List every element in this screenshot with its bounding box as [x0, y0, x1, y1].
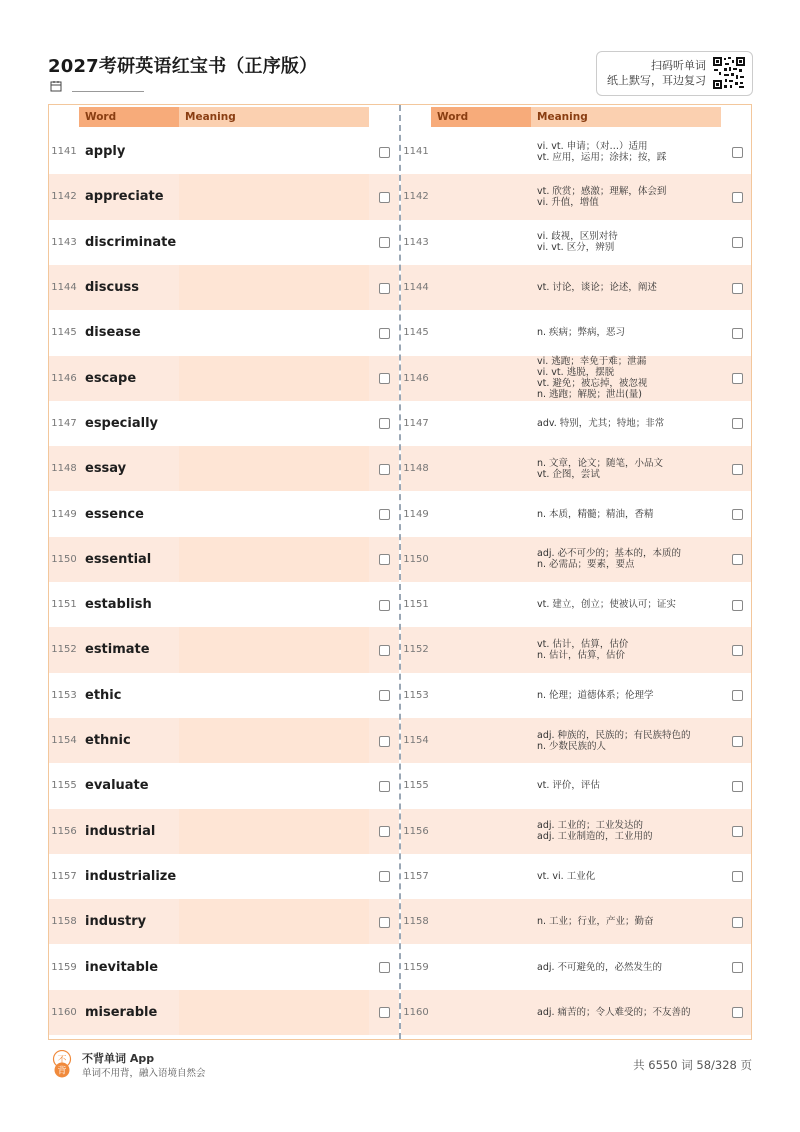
word-text: essay: [85, 461, 127, 477]
meaning-text: n. 文章，论文；随笔，小品文 vt. 企图，尝试: [537, 457, 664, 480]
qr-card[interactable]: [596, 51, 753, 96]
table-row: [49, 356, 399, 401]
meaning-text: vt. 讨论，谈论；论述，阐述: [537, 282, 657, 294]
meaning-text: vi. vt. 申请；（对…）适用 vt. 应用，运用；涂抹；按，踩: [537, 140, 667, 163]
checkbox[interactable]: [732, 871, 743, 882]
word-number: 1146: [51, 372, 77, 384]
checkbox[interactable]: [379, 554, 390, 565]
checkbox[interactable]: [379, 736, 390, 747]
checkbox[interactable]: [379, 871, 390, 882]
word-number: 1145: [51, 327, 77, 339]
checkbox[interactable]: [732, 373, 743, 384]
table-row: [49, 718, 399, 763]
table-row: [49, 627, 399, 672]
word-number: 1141: [51, 146, 77, 158]
meaning-blank[interactable]: [179, 537, 369, 582]
word-text: ethnic: [85, 733, 131, 749]
meaning-text: adv. 特别，尤其；特地；非常: [537, 417, 665, 429]
meaning-text: vi. 逃跑；幸免于难；泄漏 vi. vt. 逃脱，摆脱 vt. 避免；被忘掉，被忽视 n. 逃跑；解脱；泄出(量): [537, 356, 648, 401]
word-number: 1146: [403, 372, 429, 384]
word-number: 1144: [403, 282, 429, 294]
word-number: 1144: [51, 282, 77, 294]
word-number: 1154: [51, 735, 77, 747]
checkbox[interactable]: [379, 418, 390, 429]
table-row: [49, 673, 399, 718]
meaning-blank[interactable]: [179, 809, 369, 854]
word-text: establish: [85, 597, 152, 613]
word-sheet: [48, 104, 752, 1040]
meaning-blank[interactable]: [179, 265, 369, 310]
word-text: essence: [85, 506, 144, 522]
checkbox[interactable]: [379, 826, 390, 837]
word-blank[interactable]: [431, 627, 531, 672]
app-logo-icon: [52, 1050, 72, 1078]
table-row: [49, 809, 399, 854]
header-meaning: Meaning: [179, 107, 369, 127]
table-row: [49, 174, 399, 219]
checkbox[interactable]: [732, 736, 743, 747]
word-number: 1147: [51, 417, 77, 429]
checkbox[interactable]: [732, 283, 743, 294]
table-row: [401, 763, 751, 808]
word-blank[interactable]: [431, 854, 531, 899]
meaning-blank[interactable]: [179, 854, 369, 899]
table-row: [401, 537, 751, 582]
word-text: apply: [85, 144, 126, 160]
word-blank[interactable]: [431, 990, 531, 1035]
word-number: 1154: [403, 735, 429, 747]
word-number: 1149: [403, 508, 429, 520]
meaning-blank[interactable]: [179, 491, 369, 536]
table-row: [49, 446, 399, 491]
word-text: inevitable: [85, 959, 159, 975]
word-number: 1155: [403, 780, 429, 792]
table-row: [401, 491, 751, 536]
word-number: 1151: [403, 599, 429, 611]
meaning-blank[interactable]: [179, 899, 369, 944]
table-row: [49, 401, 399, 446]
date-row: [50, 80, 144, 92]
table-row: [49, 582, 399, 627]
word-text: evaluate: [85, 778, 149, 794]
checkbox[interactable]: [732, 554, 743, 565]
meaning-text: n. 伦理；道德体系；伦理学: [537, 689, 654, 701]
word-blank[interactable]: [431, 763, 531, 808]
word-text: especially: [85, 415, 158, 431]
meaning-text: n. 工业；行业，产业；勤奋: [537, 916, 654, 928]
word-number: 1159: [403, 961, 429, 973]
table-row: [49, 129, 399, 174]
checkbox[interactable]: [732, 237, 743, 248]
checkbox[interactable]: [379, 237, 390, 248]
meaning-blank[interactable]: [179, 129, 369, 174]
checkbox[interactable]: [379, 192, 390, 203]
word-text: discriminate: [85, 234, 177, 250]
checkbox[interactable]: [732, 781, 743, 792]
word-text: industrial: [85, 823, 156, 839]
checkbox[interactable]: [732, 1007, 743, 1018]
word-blank[interactable]: [431, 673, 531, 718]
checkbox[interactable]: [732, 509, 743, 520]
word-number: 1148: [403, 463, 429, 475]
checkbox[interactable]: [732, 147, 743, 158]
meaning-blank[interactable]: [179, 990, 369, 1035]
meaning-text: vt. 评价，评估: [537, 780, 600, 792]
word-number: 1150: [403, 553, 429, 565]
word-blank[interactable]: [431, 899, 531, 944]
table-row: [401, 356, 751, 401]
header-word: Word: [431, 107, 531, 127]
word-number: 1159: [51, 961, 77, 973]
word-number: 1150: [51, 553, 77, 565]
meaning-text: vt. 欣赏；感激；理解，体会到 vi. 升值，增值: [537, 185, 667, 208]
table-row: [49, 220, 399, 265]
checkbox[interactable]: [732, 826, 743, 837]
checkbox[interactable]: [732, 600, 743, 611]
word-text: escape: [85, 370, 137, 386]
word-number: 1156: [51, 825, 77, 837]
table-row: [401, 673, 751, 718]
table-row: [49, 763, 399, 808]
word-blank[interactable]: [431, 446, 531, 491]
word-text: disease: [85, 325, 141, 341]
table-row: [49, 491, 399, 536]
checkbox[interactable]: [379, 464, 390, 475]
word-number: 1153: [51, 689, 77, 701]
table-row: [49, 899, 399, 944]
footer-app-name: 不背单词 App: [82, 1052, 155, 1065]
word-number: 1158: [51, 916, 77, 928]
table-row: [49, 537, 399, 582]
table-row: [49, 854, 399, 899]
checkbox[interactable]: [379, 509, 390, 520]
word-blank[interactable]: [431, 718, 531, 763]
checkbox[interactable]: [732, 328, 743, 339]
header-meaning: Meaning: [531, 107, 721, 127]
logo-char-2: 背: [57, 1066, 67, 1077]
word-blank[interactable]: [431, 356, 531, 401]
word-number: 1160: [403, 1006, 429, 1018]
meaning-text: vt. 估计，估算，估价 n. 估计，估算，估价: [537, 638, 629, 661]
word-number: 1160: [51, 1006, 77, 1018]
meaning-blank[interactable]: [179, 174, 369, 219]
word-number: 1148: [51, 463, 77, 475]
table-row: [401, 401, 751, 446]
checkbox[interactable]: [379, 917, 390, 928]
meaning-blank[interactable]: [179, 718, 369, 763]
meaning-text: adj. 痛苦的；令人难受的；不友善的: [537, 1006, 691, 1018]
table-row: [401, 220, 751, 265]
checkbox[interactable]: [379, 781, 390, 792]
meaning-blank[interactable]: [179, 582, 369, 627]
meaning-blank[interactable]: [179, 944, 369, 989]
calendar-icon: [50, 80, 62, 92]
meaning-blank[interactable]: [179, 220, 369, 265]
word-number: 1145: [403, 327, 429, 339]
qr-caption: [607, 58, 706, 88]
word-number: 1142: [51, 191, 77, 203]
word-text: estimate: [85, 642, 150, 658]
word-blank[interactable]: [431, 265, 531, 310]
table-row: [401, 582, 751, 627]
word-blank[interactable]: [431, 491, 531, 536]
checkbox[interactable]: [732, 690, 743, 701]
word-number: 1151: [51, 599, 77, 611]
word-number: 1152: [403, 644, 429, 656]
table-row: [401, 265, 751, 310]
page-counter: 共 6550 词 58/328 页: [633, 1058, 752, 1072]
checkbox[interactable]: [379, 1007, 390, 1018]
table-row: [401, 899, 751, 944]
meaning-blank[interactable]: [179, 356, 369, 401]
meaning-blank[interactable]: [179, 401, 369, 446]
word-number: 1157: [403, 870, 429, 882]
word-number: 1142: [403, 191, 429, 203]
word-blank[interactable]: [431, 582, 531, 627]
meaning-text: adj. 种族的，民族的；有民族特色的 n. 少数民族的人: [537, 729, 691, 752]
word-number: 1158: [403, 916, 429, 928]
table-row: [401, 809, 751, 854]
table-row: [401, 310, 751, 355]
word-number: 1152: [51, 644, 77, 656]
header-word: Word: [79, 107, 179, 127]
word-number: 1157: [51, 870, 77, 882]
checkbox[interactable]: [379, 600, 390, 611]
word-number: 1141: [403, 146, 429, 158]
table-row: [49, 944, 399, 989]
checkbox[interactable]: [379, 645, 390, 656]
logo-char-1: 不: [57, 1055, 67, 1066]
right-column: [401, 105, 751, 1039]
table-row: [401, 944, 751, 989]
word-number: 1153: [403, 689, 429, 701]
word-blank[interactable]: [431, 537, 531, 582]
checkbox[interactable]: [379, 690, 390, 701]
meaning-text: vt. 建立，创立；使被认可；证实: [537, 599, 676, 611]
word-number: 1155: [51, 780, 77, 792]
meaning-text: adj. 必不可少的；基本的，本质的 n. 必需品；要素，要点: [537, 548, 682, 571]
meaning-text: adj. 不可避免的，必然发生的: [537, 961, 663, 973]
word-text: ethic: [85, 687, 122, 703]
table-row: [401, 854, 751, 899]
checkbox[interactable]: [379, 283, 390, 294]
table-row: [401, 446, 751, 491]
table-row: [401, 174, 751, 219]
word-blank[interactable]: [431, 809, 531, 854]
word-text: essential: [85, 551, 152, 567]
meaning-blank[interactable]: [179, 763, 369, 808]
meaning-text: vt. vi. 工业化: [537, 870, 596, 882]
meaning-text: adj. 工业的；工业发达的 adj. 工业制造的，工业用的: [537, 820, 653, 843]
word-text: appreciate: [85, 189, 164, 205]
meaning-text: vi. 歧视，区别对待 vi. vt. 区分，辨别: [537, 231, 618, 254]
word-number: 1149: [51, 508, 77, 520]
word-number: 1143: [403, 236, 429, 248]
qr-code-icon[interactable]: [712, 56, 746, 90]
meaning-blank[interactable]: [179, 446, 369, 491]
left-column: [49, 105, 399, 1039]
word-text: industrialize: [85, 868, 177, 884]
table-row: [401, 718, 751, 763]
page-title: 2027考研英语红宝书（正序版）: [48, 56, 318, 77]
meaning-blank[interactable]: [179, 673, 369, 718]
checkbox[interactable]: [732, 192, 743, 203]
checkbox[interactable]: [379, 328, 390, 339]
word-blank[interactable]: [431, 401, 531, 446]
word-blank[interactable]: [431, 220, 531, 265]
table-row: [401, 627, 751, 672]
checkbox[interactable]: [732, 917, 743, 928]
word-text: industry: [85, 914, 147, 930]
qr-line-1: 扫码听单词: [651, 59, 706, 72]
checkbox[interactable]: [732, 418, 743, 429]
meaning-blank[interactable]: [179, 627, 369, 672]
footer-slogan: 单词不用背，融入语境自然会: [82, 1068, 206, 1079]
checkbox[interactable]: [732, 464, 743, 475]
date-blank: [72, 91, 144, 92]
word-blank[interactable]: [431, 944, 531, 989]
qr-line-2: 纸上默写，耳边复习: [607, 74, 706, 87]
meaning-text: n. 疾病；弊病，恶习: [537, 327, 626, 339]
word-text: discuss: [85, 280, 139, 296]
word-text: miserable: [85, 1004, 158, 1020]
table-row: [49, 310, 399, 355]
checkbox[interactable]: [732, 645, 743, 656]
table-row: [401, 990, 751, 1035]
table-row: [401, 129, 751, 174]
table-row: [49, 265, 399, 310]
checkbox[interactable]: [379, 962, 390, 973]
meaning-text: n. 本质，精髓；精油，香精: [537, 508, 654, 520]
table-row: [49, 990, 399, 1035]
word-blank[interactable]: [431, 174, 531, 219]
word-blank[interactable]: [431, 310, 531, 355]
checkbox[interactable]: [379, 147, 390, 158]
checkbox[interactable]: [379, 373, 390, 384]
word-blank[interactable]: [431, 129, 531, 174]
checkbox[interactable]: [732, 962, 743, 973]
word-number: 1147: [403, 417, 429, 429]
word-number: 1156: [403, 825, 429, 837]
meaning-blank[interactable]: [179, 310, 369, 355]
word-number: 1143: [51, 236, 77, 248]
